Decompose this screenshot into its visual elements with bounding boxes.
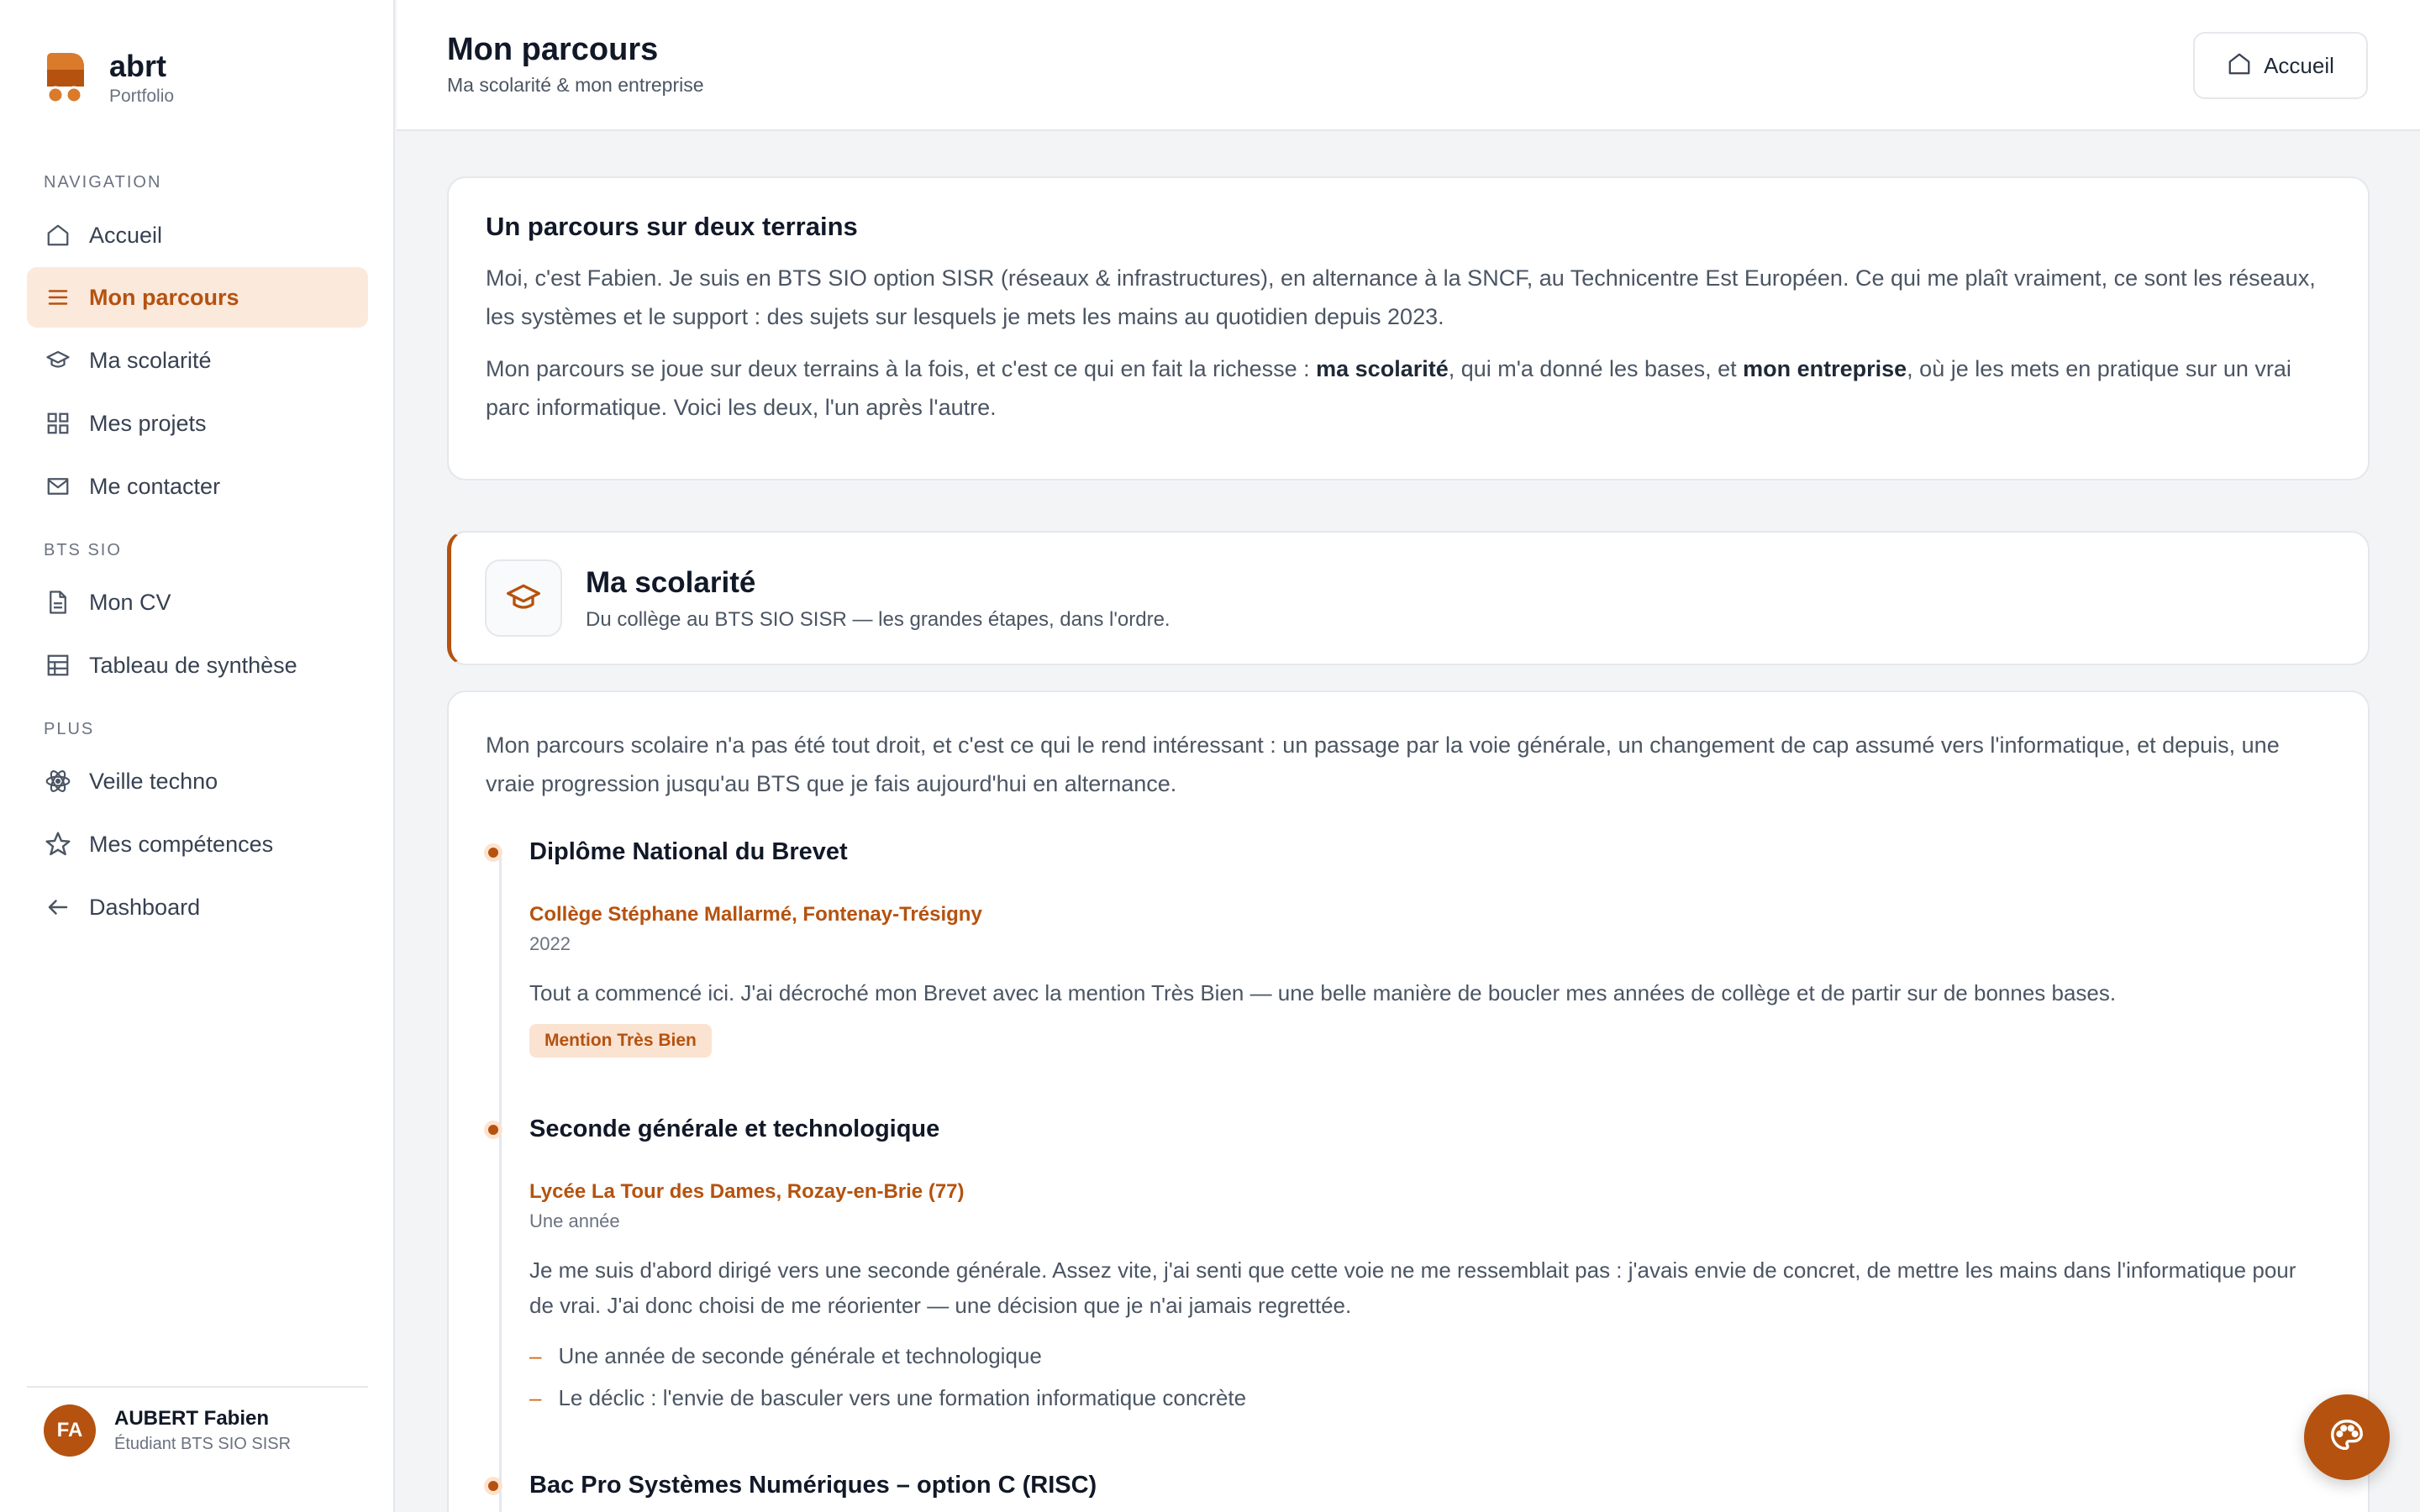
- timeline-description: Je me suis d'abord dirigé vers une seconde générale. Assez vite, j'ai senti que cette voie ne me ressemblait pas : j'avais envie de concret, de mettre les mains dans l'informatique pour de vrai. J'ai donc choisi de me réorienter — une décision que je n'ai jamais regrettée.: [529, 1257, 2296, 1318]
- sidebar-item-ma-scolarite[interactable]: [27, 330, 368, 391]
- arrow-left-icon: [44, 893, 72, 921]
- timeline-title: Bac Pro Systèmes Numériques – option C (RISC): [529, 1472, 1097, 1499]
- sidebar-item-accueil[interactable]: [27, 205, 368, 265]
- list-item: – Une année de seconde générale et technologique: [529, 1343, 1042, 1368]
- grid-icon: [44, 409, 72, 438]
- intro-card: [447, 176, 2370, 480]
- header: [397, 0, 2420, 131]
- avatar: FA: [44, 1404, 96, 1457]
- atom-icon: [44, 767, 72, 795]
- menu-icon: [44, 283, 72, 312]
- section-label-navigation: NAVIGATION: [44, 173, 162, 192]
- sidebar-item-label: Mon CV: [89, 589, 171, 615]
- intro-paragraph-1: Moi, c'est Fabien. Je suis en BTS SIO option SISR (réseaux & infrastructures), en alternance à la SNCF, au Technicentre Est Européen. Ce qui me plaît vraiment, ce sont les réseaux, les systèmes et le support : des sujets sur lesquels je mets les mains au quotidien depuis 2023.: [486, 265, 2316, 329]
- sidebar-item-tableau-de-synthese[interactable]: [27, 635, 368, 696]
- sidebar-item-label: Veille techno: [89, 768, 218, 794]
- timeline-dot: [484, 1477, 502, 1495]
- user-profile[interactable]: [44, 1404, 291, 1457]
- graduation-cap-icon: [44, 346, 72, 375]
- scolarite-intro: Mon parcours scolaire n'a pas été tout droit, et c'est ce qui le rend intéressant : un passage par la voie générale, un changement de cap assumé vers l'informatique, et depuis, une vraie progression jusqu'au BTS que je fais aujourd'hui en alternance.: [486, 732, 2280, 796]
- section-label-bts-sio: BTS SIO: [44, 541, 122, 559]
- palette-icon: [2328, 1416, 2366, 1459]
- status-badge: Mention Très Bien: [529, 1024, 712, 1058]
- timeline-item-bac-pro: [529, 1472, 1097, 1499]
- sidebar-item-label: Mon parcours: [89, 284, 239, 310]
- sidebar-item-label: Me contacter: [89, 473, 221, 499]
- home-icon: [44, 221, 72, 249]
- mail-icon: [44, 472, 72, 501]
- section-title: Ma scolarité: [586, 566, 756, 599]
- sidebar-item-me-contacter[interactable]: [27, 456, 368, 517]
- intro-text: , qui m'a donné les bases, et: [1448, 356, 1744, 381]
- document-icon: [44, 588, 72, 617]
- section-subtitle: Du collège au BTS SIO SISR — les grandes étapes, dans l'ordre.: [586, 608, 1171, 631]
- graduation-cap-icon: [485, 559, 562, 637]
- page-title: Mon parcours: [447, 32, 659, 67]
- table-icon: [44, 651, 72, 680]
- sidebar-item-label: Accueil: [89, 222, 163, 248]
- intro-text: Mon parcours se joue sur deux terrains à la fois, et c'est ce qui en fait la richesse :: [486, 356, 1317, 381]
- timeline-dot: [484, 843, 502, 862]
- timeline-item-brevet: [529, 838, 2311, 1058]
- sidebar-item-mon-parcours[interactable]: [27, 267, 368, 328]
- timeline-card: [447, 690, 2370, 1512]
- sidebar-item-dashboard[interactable]: [27, 877, 368, 937]
- intro-text: , où je les mets en pratique sur un vrai parc informatique. Voici les deux, l'un après l'autre.: [486, 356, 2291, 420]
- user-role: Étudiant BTS SIO SISR: [114, 1435, 292, 1453]
- scolarite-header-card: [447, 531, 2370, 665]
- page-subtitle: Ma scolarité & mon entreprise: [447, 74, 704, 96]
- brand[interactable]: [44, 49, 174, 109]
- intro-title: Un parcours sur deux terrains: [486, 212, 858, 241]
- timeline-title: Diplôme National du Brevet: [529, 838, 848, 865]
- sidebar-item-label: Ma scolarité: [89, 347, 212, 373]
- intro-emphasis-entreprise: mon entreprise: [1743, 356, 1907, 381]
- timeline-bullets: [529, 1335, 2311, 1419]
- user-name: AUBERT Fabien: [114, 1407, 270, 1430]
- sidebar-item-label: Mes projets: [89, 410, 207, 436]
- brand-logo-icon: [44, 53, 87, 105]
- timeline-school: Lycée La Tour des Dames, Rozay-en-Brie (77): [529, 1180, 965, 1203]
- brand-subtitle: Portfolio: [109, 87, 175, 106]
- sidebar: [0, 0, 395, 1512]
- timeline-year: 2022: [529, 933, 571, 954]
- theme-palette-button[interactable]: [2304, 1394, 2390, 1480]
- divider: [27, 1386, 368, 1388]
- timeline-title: Seconde générale et technologique: [529, 1116, 940, 1142]
- sidebar-item-label: Dashboard: [89, 894, 201, 920]
- home-icon: [2227, 51, 2252, 81]
- intro-paragraph-2: [486, 349, 2331, 427]
- brand-name: abrt: [109, 49, 167, 83]
- sidebar-item-mes-competences[interactable]: [27, 814, 368, 874]
- timeline-item-seconde: [529, 1116, 2311, 1419]
- star-icon: [44, 830, 72, 858]
- timeline-year: Une année: [529, 1210, 620, 1231]
- sidebar-item-veille-techno[interactable]: [27, 751, 368, 811]
- home-button[interactable]: [2193, 32, 2368, 99]
- section-label-plus: PLUS: [44, 720, 95, 738]
- sidebar-item-label: Mes compétences: [89, 831, 274, 857]
- timeline-line: [499, 852, 502, 1512]
- sidebar-item-mes-projets[interactable]: [27, 393, 368, 454]
- timeline-description: Tout a commencé ici. J'ai décroché mon Brevet avec la mention Très Bien — une belle manière de boucler mes années de collège et de partir sur de bonnes bases.: [529, 980, 2117, 1005]
- timeline-dot: [484, 1121, 502, 1139]
- sidebar-item-mon-cv[interactable]: [27, 572, 368, 633]
- intro-emphasis-scolarite: ma scolarité: [1316, 356, 1449, 381]
- timeline-school: Collège Stéphane Mallarmé, Fontenay-Trésigny: [529, 903, 982, 926]
- list-item: – Le déclic : l'envie de basculer vers une formation informatique concrète: [529, 1385, 1247, 1410]
- home-button-label: Accueil: [2264, 52, 2334, 78]
- sidebar-item-label: Tableau de synthèse: [89, 652, 297, 678]
